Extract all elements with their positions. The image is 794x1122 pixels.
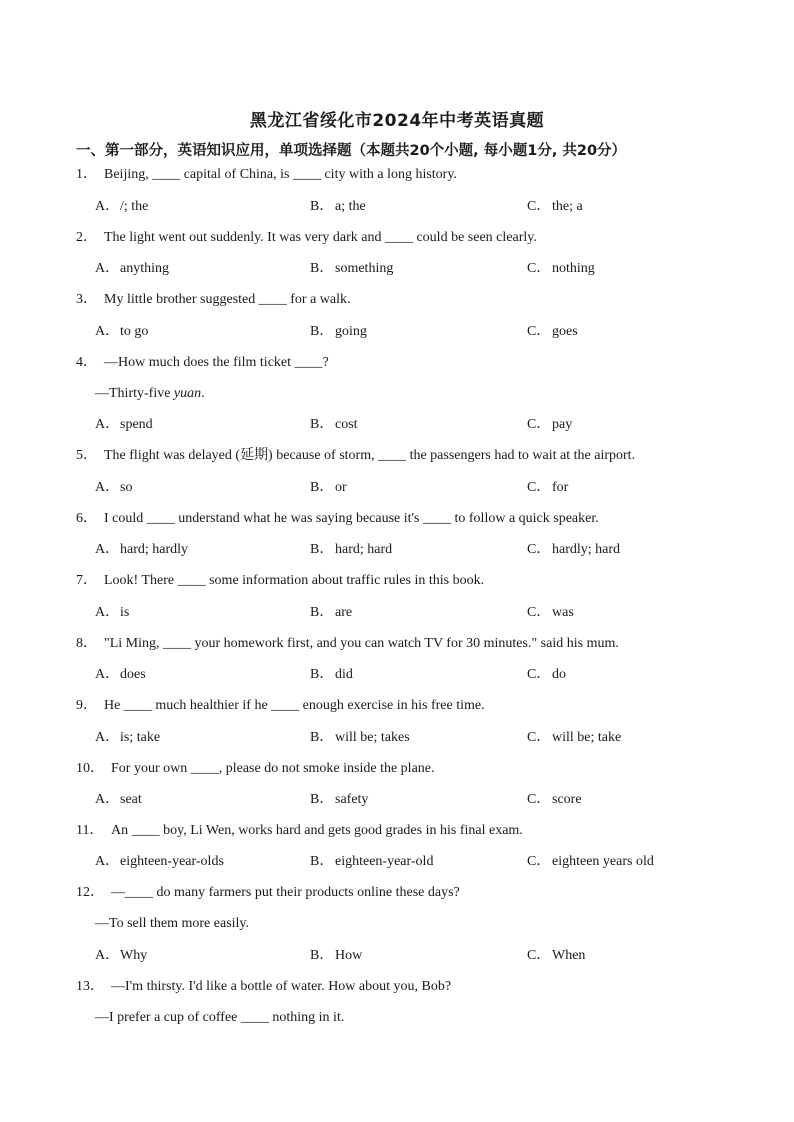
option-text: do (552, 667, 566, 682)
question-text: —How much does the film ticket ____? (104, 355, 329, 370)
option-text: hard; hard (335, 542, 393, 557)
option-letter: C． (527, 417, 551, 432)
question-text: The light went out suddenly. It was very dark and ____ could be seen clearly. (104, 230, 537, 245)
option-text: How (335, 948, 363, 963)
option-text: When (552, 948, 586, 963)
option-text: is (120, 605, 130, 620)
question-13 (76, 978, 451, 996)
option-letter: A． (95, 605, 120, 620)
question-2 (76, 229, 537, 247)
option-letter: C． (527, 261, 551, 276)
option-b[interactable] (310, 791, 368, 809)
option-a[interactable] (95, 853, 224, 871)
option-text: hard; hardly (120, 542, 189, 557)
option-b[interactable] (310, 416, 358, 434)
option-text: eighteen years old (552, 854, 654, 869)
option-text: so (120, 480, 133, 495)
question-9 (76, 697, 485, 715)
option-text: hardly; hard (552, 542, 621, 557)
option-text: are (335, 605, 353, 620)
option-a[interactable] (95, 604, 129, 622)
option-text: did (335, 667, 353, 682)
option-letter: A． (95, 324, 120, 339)
question-number: 11． (76, 823, 104, 838)
option-c[interactable] (527, 323, 578, 341)
option-text: to go (120, 324, 149, 339)
option-text: or (335, 480, 347, 495)
option-letter: A． (95, 480, 120, 495)
question-number: 3． (76, 292, 97, 307)
option-text: going (335, 324, 367, 339)
option-c[interactable] (527, 729, 621, 747)
option-text: the; a (552, 199, 583, 214)
option-letter: C． (527, 605, 551, 620)
option-letter: A． (95, 261, 120, 276)
option-a[interactable] (95, 947, 147, 965)
option-letter: A． (95, 199, 120, 214)
option-text: Why (120, 948, 148, 963)
option-letter: B． (310, 324, 334, 339)
option-c[interactable] (527, 853, 654, 871)
option-letter: A． (95, 667, 120, 682)
question-text: —____ do many farmers put their products online these days? (111, 885, 460, 900)
option-c[interactable] (527, 947, 585, 965)
option-text: is; take (120, 730, 161, 745)
option-text: /; the (120, 199, 149, 214)
option-letter: B． (310, 542, 334, 557)
option-letter: A． (95, 417, 120, 432)
option-text: cost (335, 417, 358, 432)
option-letter: A． (95, 542, 120, 557)
option-text: will be; takes (335, 730, 410, 745)
option-letter: B． (310, 854, 334, 869)
option-letter: B． (310, 199, 334, 214)
question-number: 13． (76, 979, 104, 994)
option-text: for (552, 480, 569, 495)
option-a[interactable] (95, 323, 148, 341)
continuation-italic: yuan (173, 386, 202, 401)
option-c[interactable] (527, 666, 566, 684)
option-letter: C． (527, 199, 551, 214)
option-text: anything (120, 261, 169, 276)
option-letter: B． (310, 605, 334, 620)
question-text: For your own ____, please do not smoke inside the plane. (111, 761, 435, 776)
question-number: 10． (76, 761, 104, 776)
option-c[interactable] (527, 604, 574, 622)
option-a[interactable] (95, 729, 160, 747)
option-text: does (120, 667, 146, 682)
question-continuation: —To sell them more easily. (95, 916, 250, 931)
option-c[interactable] (527, 479, 568, 497)
question-text: I could ____ understand what he was saying because it's ____ to follow a quick speaker. (104, 511, 599, 526)
option-letter: C． (527, 948, 551, 963)
option-b[interactable] (310, 604, 352, 622)
option-a[interactable] (95, 198, 148, 216)
option-b[interactable] (310, 853, 433, 871)
option-a[interactable] (95, 791, 142, 809)
question-4 (76, 354, 329, 372)
option-c[interactable] (527, 260, 595, 278)
page-title: 黑龙江省绥化市2024年中考英语真题 (249, 111, 545, 131)
option-c[interactable] (527, 791, 582, 809)
question-number: 6． (76, 511, 97, 526)
option-text: eighteen-year-old (335, 854, 434, 869)
question-continuation (95, 385, 205, 403)
option-letter: B． (310, 261, 334, 276)
question-8 (76, 635, 619, 653)
option-b[interactable] (310, 541, 392, 559)
question-continuation: —I prefer a cup of coffee ____ nothing in it. (95, 1010, 345, 1025)
option-text: score (552, 792, 582, 807)
question-number: 4． (76, 355, 97, 370)
question-number: 8． (76, 636, 97, 651)
option-letter: A． (95, 948, 120, 963)
option-letter: B． (310, 667, 334, 682)
option-text: something (335, 261, 394, 276)
option-letter: B． (310, 948, 334, 963)
continuation-period: . (201, 386, 205, 401)
option-letter: C． (527, 854, 551, 869)
option-text: goes (552, 324, 578, 339)
question-text: My little brother suggested ____ for a walk. (104, 292, 351, 307)
option-text: was (552, 605, 574, 620)
option-text: nothing (552, 261, 595, 276)
option-a[interactable] (95, 260, 169, 278)
question-number: 1． (76, 167, 97, 182)
question-number: 12． (76, 885, 104, 900)
question-11 (76, 822, 523, 840)
option-a[interactable] (95, 479, 132, 497)
option-letter: C． (527, 667, 551, 682)
option-text: eighteen-year-olds (120, 854, 224, 869)
question-number: 5． (76, 448, 97, 463)
question-text: Beijing, ____ capital of China, is ____ city with a long history. (104, 167, 457, 182)
question-5 (76, 447, 635, 465)
option-letter: B． (310, 730, 334, 745)
option-b[interactable] (310, 260, 393, 278)
option-text: a; the (335, 199, 366, 214)
section-heading: 一、第一部分，英语知识应用，单项选择题（本题共20个小题, 每小题1分, 共20分） (76, 143, 627, 159)
question-12 (76, 884, 460, 902)
question-3 (76, 291, 351, 309)
option-b[interactable] (310, 323, 367, 341)
question-text: An ____ boy, Li Wen, works hard and gets good grades in his final exam. (111, 823, 523, 838)
option-text: seat (120, 792, 142, 807)
question-number: 2． (76, 230, 97, 245)
question-number: 9． (76, 698, 97, 713)
option-letter: B． (310, 792, 334, 807)
option-a[interactable] (95, 666, 146, 684)
option-letter: B． (310, 480, 334, 495)
option-text: safety (335, 792, 369, 807)
question-number: 7． (76, 573, 97, 588)
option-c[interactable] (527, 416, 572, 434)
option-a[interactable] (95, 416, 153, 434)
option-c[interactable] (527, 198, 583, 216)
option-text: pay (552, 417, 573, 432)
option-b[interactable] (310, 479, 347, 497)
option-letter: C． (527, 730, 551, 745)
option-b[interactable] (310, 198, 366, 216)
option-letter: C． (527, 792, 551, 807)
question-10 (76, 760, 435, 778)
question-text: "Li Ming, ____ your homework first, and you can watch TV for 30 minutes." said his mum. (104, 636, 619, 651)
option-letter: A． (95, 792, 120, 807)
question-text: Look! There ____ some information about traffic rules in this book. (104, 573, 485, 588)
question-text: The flight was delayed (延期) because of storm, ____ the passengers had to wait at the airport. (104, 448, 636, 463)
option-b[interactable] (310, 947, 362, 965)
option-b[interactable] (310, 729, 410, 747)
question-1 (76, 166, 457, 184)
option-letter: A． (95, 854, 120, 869)
option-a[interactable] (95, 541, 188, 559)
option-letter: B． (310, 417, 334, 432)
option-letter: A． (95, 730, 120, 745)
question-text: He ____ much healthier if he ____ enough exercise in his free time. (104, 698, 485, 713)
continuation-text: —Thirty-five (95, 386, 174, 401)
option-letter: C． (527, 542, 551, 557)
question-text: —I'm thirsty. I'd like a bottle of water. How about you, Bob? (111, 979, 452, 994)
option-text: will be; take (552, 730, 622, 745)
option-letter: C． (527, 480, 551, 495)
question-6 (76, 510, 599, 528)
question-7 (76, 572, 484, 590)
option-b[interactable] (310, 666, 353, 684)
option-letter: C． (527, 324, 551, 339)
option-text: spend (120, 417, 153, 432)
option-c[interactable] (527, 541, 620, 559)
